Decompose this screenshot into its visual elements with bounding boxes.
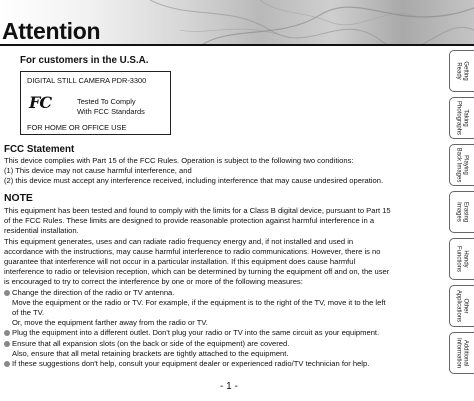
tab-label: Applications (456, 289, 462, 323)
tab-taking-photographs[interactable] (449, 97, 474, 139)
tab-label: Other (462, 298, 469, 314)
tab-label: Erasing (462, 201, 469, 223)
note-line: This equipment generates, uses and can radiate radio frequency energy and, if not installed and used in (4, 236, 354, 246)
customers-heading: For customers in the U.S.A. (20, 55, 149, 66)
page-number: - 1 - (220, 381, 238, 392)
tested-line-2: With FCC Standards (77, 107, 145, 116)
measure-bullet: Ensure that all expansion slots (on the back or side of the equipment) are covered. (4, 339, 446, 349)
tab-label: Photographs (456, 100, 462, 136)
fcc-line: This device complies with Part 15 of the FCC Rules. Operation is subject to the following two conditions: (4, 156, 354, 165)
measure-subline: Also, ensure that all metal retaining brackets are tightly attached to the equipment. (12, 348, 289, 358)
bullet-dot-icon (4, 341, 10, 347)
tab-erasing-images[interactable] (449, 191, 474, 233)
tab-additional-information[interactable] (449, 332, 474, 374)
tab-label: Taking (462, 109, 469, 127)
fcc-statement-heading: FCC Statement (4, 144, 75, 155)
note-line: is encouraged to try to correct the interference by one or more of the following measures: (4, 277, 303, 287)
note-heading: NOTE (4, 193, 33, 204)
home-office-line: FOR HOME OR OFFICE USE (27, 123, 127, 132)
measure-bullet: If these suggestions don't help, consult your equipment dealer or experienced radio/TV technician for help. (4, 359, 446, 369)
camera-model-line: DIGITAL STILL CAMERA PDR-3300 (27, 76, 147, 85)
note-line: interference to radio or television reception, which can be determined by turning the equipment off and on, the user (4, 267, 390, 277)
tab-label: Images (456, 202, 462, 222)
tab-label: Additional (462, 339, 469, 367)
tab-playing-back-images[interactable] (449, 144, 474, 186)
page-header (0, 0, 474, 46)
tab-label: Back Images (456, 147, 462, 183)
fcc-line: (1) This device may not cause harmful interference, and (4, 166, 192, 176)
bullet-dot-icon (4, 361, 10, 367)
note-line: residential installation. (4, 226, 79, 236)
tab-label: Playing (462, 155, 469, 175)
tab-other-applications[interactable] (449, 285, 474, 327)
note-text (4, 206, 446, 369)
measure-bullet: Change the direction of the radio or TV antenna. (4, 288, 446, 298)
measure-subline: Or, move the equipment farther away from the radio or TV. (12, 318, 208, 328)
note-line: guarantee that interference will not occur in a particular installation. If this equipment does cause harmful (4, 257, 356, 267)
tab-label: Getting (462, 61, 469, 81)
measure-subline: Move the equipment or the radio or TV. For example, if the equipment is to the right of the TV, move it to the left (12, 297, 386, 307)
tab-getting-ready[interactable] (449, 50, 474, 92)
tested-line-1: Tested To Comply (77, 97, 136, 106)
header-rule (0, 44, 474, 46)
section-tabs (449, 46, 474, 376)
fcc-label-box (20, 71, 171, 135)
tab-handy-functions[interactable] (449, 238, 474, 280)
measure-bullet: Plug the equipment into a different outlet. Don't plug your radio or TV into the same circuit as your equipment. (4, 328, 446, 338)
tab-label: Handy (462, 250, 469, 268)
bullet-dot-icon (4, 330, 10, 336)
note-line: accordance with the instructions, may cause harmful interference to radio communications. However, there is no (4, 246, 381, 256)
tab-label: Information (456, 337, 462, 369)
tab-label: Functions (456, 245, 462, 273)
fcc-line: (2) this device must accept any interference received, including interference that may cause undesired operation. (4, 176, 384, 186)
bullet-dot-icon (4, 290, 10, 296)
note-line: This equipment has been tested and found to comply with the limits for a Class B digital device, pursuant to Part 15 (4, 206, 391, 215)
tab-label: Ready (456, 62, 462, 80)
fcc-statement-text (4, 156, 383, 187)
measure-subline: of the TV. (12, 308, 45, 318)
note-line: of the FCC Rules. These limits are designed to provide reasonable protection against harmful interference in a (4, 216, 375, 226)
fcc-logo-icon: FC (29, 93, 52, 112)
page-title: Attention (2, 18, 101, 44)
